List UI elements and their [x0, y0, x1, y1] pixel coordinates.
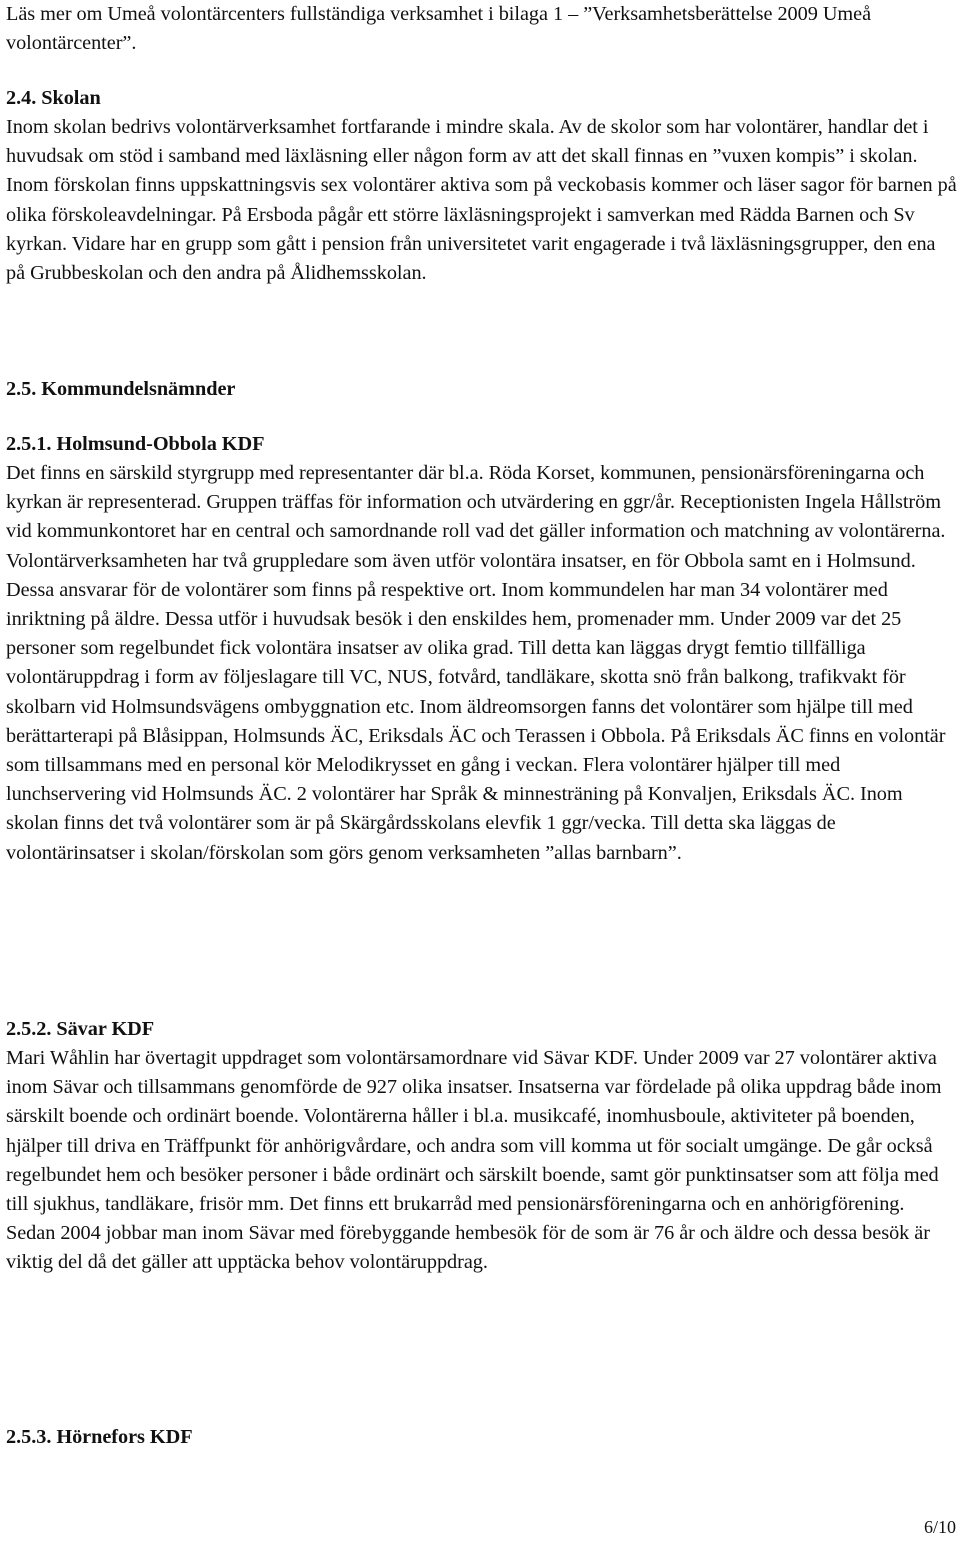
section-heading-holmsund: 2.5.1. Holmsund-Obbola KDF [6, 433, 265, 455]
intro-note: Läs mer om Umeå volontärcenters fullständiga verksamhet i bilaga 1 – ”Verksamhetsberättelse 2009 Umeå volontärcenter”. [6, 3, 872, 55]
section-body-skolan: Inom skolan bedrivs volontärverksamhet fortfarande i mindre skala. Av de skolor som har volontärer, handlar det i huvudsak om stöd i samband med läxläsning eller någon form av att det skall finnas en ”vuxen kompis” i skolan. Inom förskolan finns uppskattningsvis sex volontärer aktiva som på veckobasis kommer och läser sagor för barnen på olika förskoleavdelningar. På Ersboda pågår ett större läxläsningsprojekt i samverkan med Rädda Barnen och Sv kyrkan. Vidare har en grupp som gått i pension från universitetet varit engagerade i två läxläsningsgrupper, den ena på Grubbeskolan och den andra på Ålidhemsskolan. [6, 116, 957, 285]
section-heading-hornefors: 2.5.3. Hörnefors KDF [6, 1426, 193, 1448]
page-number: 6/10 [923, 1517, 956, 1537]
section-heading-kommundelsnamnder: 2.5. Kommundelsnämnder [6, 378, 236, 400]
section-body-holmsund: Det finns en särskild styrgrupp med representanter där bl.a. Röda Korset, kommunen, pensionärsföreningarna och kyrkan är representerad. Gruppen träffas för information och utvärdering en ggr/år. Receptionisten Ingela Hållström vid kommunkontoret har en central och samordnande roll vad det gäller information och matchning av volontärerna. Volontärverksamheten har två gruppledare som även utför volontära insatser, en för Obbola samt en i Holmsund. Dessa ansvarar för de volontärer som finns på respektive ort. Inom kommundelen har man 34 volontärer med inriktning på äldre. Dessa utför i huvudsak besök i den enskildes hem, promenader mm. Under 2009 var det 25 personer som regelbundet fick volontära insatser av olika grad. Till detta kan läggas drygt femtio tillfälliga volontäruppdrag i form av följeslagare till VC, NUS, fotvård, tandläkare, skotta snö från balkong, trafikvakt för skolbarn vid Holmsundsvägens ombyggnation etc. Inom äldreomsorgen fanns det volontärer som hjälpe till med berättarterapi på Blåsippan, Holmsunds ÄC, Eriksdals ÄC och Terassen i Obbola. På Eriksdals ÄC finns en volontär som tillsammans med en personal kör Melodikrysset en gång i veckan. Flera volontärer hjälper till med lunchservering vid Holmsunds ÄC. 2 volontärer har Språk & minnesträning på Konvaljen, Eriksdals ÄC. Inom skolan finns det två volontärer som är på Skärgårdsskolans elevfik 1 ggr/vecka. Till detta ska läggas de volontärinsatser i skolan/förskolan som görs genom verksamheten ”allas barnbarn”. [6, 462, 946, 864]
section-heading-savar: 2.5.2. Sävar KDF [6, 1018, 155, 1040]
section-body-savar: Mari Wåhlin har övertagit uppdraget som volontärsamordnare vid Sävar KDF. Under 2009 var 27 volontärer aktiva inom Sävar och tillsammans genomförde de 927 olika insatser. Insatserna var fördelade på olika uppdrag både inom särskilt boende och ordinärt boende. Volontärerna håller i bl.a. musikcafé, inomhusboule, aktiviteter på boenden, hjälper till driva en Träffpunkt för anhörigvårdare, och andra som vill komma ut för socialt umgänge. De går också regelbundet hem och besöker personer i både ordinärt och särskilt boende, samt gör punktinsatser som att följa med till sjukhus, tandläkare, frisör mm. Det finns ett brukarråd med pensionärsföreningarna och en anhörigförening. Sedan 2004 jobbar man inom Sävar med förebyggande hembesök för de som är 76 år och äldre och dessa besök är viktig del då det gäller att upptäcka behov volontäruppdrag. [6, 1047, 942, 1274]
section-heading-skolan: 2.4. Skolan [6, 87, 101, 109]
